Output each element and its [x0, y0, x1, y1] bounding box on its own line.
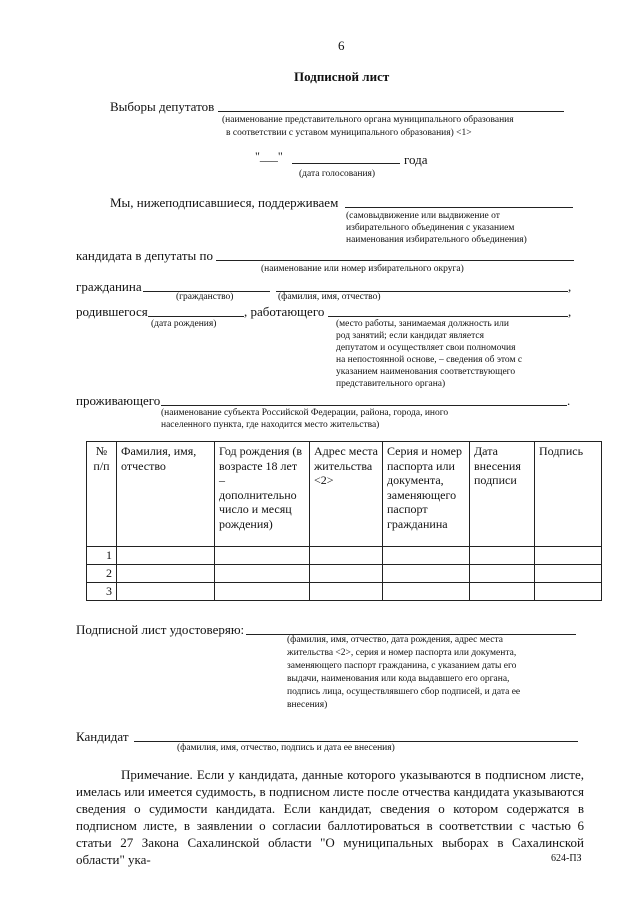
- support-field[interactable]: [345, 207, 573, 208]
- cell-birthyear[interactable]: [215, 565, 310, 583]
- born-comma: ,: [568, 304, 572, 319]
- certify-label: Подписной лист удостоверяю:: [76, 622, 245, 637]
- row-number: 2: [87, 565, 117, 583]
- citizen-comma: ,: [568, 279, 572, 294]
- certify-caption-6: внесения): [287, 700, 328, 710]
- cell-signature[interactable]: [535, 583, 602, 601]
- fullname-caption: (фамилия, имя, отчество): [278, 292, 381, 302]
- residence-period: .: [567, 393, 571, 408]
- certify-caption-4: выдачи, наименования или кода выдавшего его органа,: [287, 674, 510, 684]
- row-number: 1: [87, 547, 117, 565]
- support-caption-2: избирательного объединения с указанием: [346, 223, 515, 233]
- col-passport-header: Серия и номер паспорта или документа, заменяющего паспорт гражданина: [383, 442, 470, 547]
- candidate-district-label: кандидата в депутаты по: [76, 248, 213, 263]
- col-birthyear-header: Год рождения (в возрасте 18 лет – дополнительно число и месяц рождения): [215, 442, 310, 547]
- residence-field[interactable]: [161, 405, 567, 406]
- candidate-label: Кандидат: [76, 729, 129, 744]
- support-caption-1: (самовыдвижение или выдвижение от: [346, 211, 500, 221]
- table-header-row: [87, 442, 602, 547]
- cell-date[interactable]: [470, 583, 535, 601]
- citizenship-caption: (гражданство): [176, 292, 234, 302]
- table-row: [87, 565, 602, 583]
- cell-fullname[interactable]: [117, 547, 215, 565]
- work-caption-1: (место работы, занимаемая должность или: [336, 319, 509, 329]
- col-address-header: Адрес места жительства <2>: [310, 442, 383, 547]
- date-year-word: года: [404, 152, 428, 167]
- signatures-table: [86, 441, 602, 601]
- residence-caption-1: (наименование субъекта Российской Федерации, района, города, иного: [161, 408, 449, 418]
- note-paragraph: [76, 766, 584, 868]
- cell-address[interactable]: [310, 547, 383, 565]
- cell-passport[interactable]: [383, 583, 470, 601]
- col-fullname-header: Фамилия, имя, отчество: [117, 442, 215, 547]
- date-field[interactable]: [292, 163, 400, 164]
- cell-signature[interactable]: [535, 565, 602, 583]
- cell-date[interactable]: [470, 565, 535, 583]
- certify-caption-2: жительства <2>, серия и номер паспорта или документа,: [287, 648, 517, 658]
- elections-caption-2: в соответствии с уставом муниципального образования) <1>: [226, 128, 472, 138]
- work-caption-2: род занятий; если кандидат является: [336, 331, 484, 341]
- elections-field[interactable]: [218, 111, 564, 112]
- cell-signature[interactable]: [535, 547, 602, 565]
- cell-address[interactable]: [310, 565, 383, 583]
- candidate-caption: (фамилия, имя, отчество, подпись и дата ее внесения): [177, 743, 395, 753]
- cell-fullname[interactable]: [117, 565, 215, 583]
- col-signature-header: Подпись: [535, 442, 602, 547]
- work-caption-3: депутатом и осуществляет свои полномочия: [336, 343, 516, 353]
- cell-passport[interactable]: [383, 565, 470, 583]
- note-text: Примечание. Если у кандидата, данные которого указываются в подписном листе, имелась или имеется судимость, в подписном листе после отчества кандидата указываются сведения о судимости кандидата. Если кандидат, сведения о котором содержатся в подписном листе, в заявлении о согласии баллотироваться в соответствии с частью 6 статьи 27 Закона Сахалинской области "О муниципальных выборах в Сахалинской области" ука-: [76, 767, 584, 867]
- certify-caption-3: заменяющего паспорт гражданина, с указанием даты его: [287, 661, 517, 671]
- certify-caption-5: подпись лица, осуществлявшего сбор подписей, и дата ее: [287, 687, 521, 697]
- work-caption-5: указанием наименования соответствующего: [336, 367, 516, 377]
- residence-label: проживающего: [76, 393, 161, 408]
- born-label: родившегося: [76, 304, 148, 319]
- workplace-field[interactable]: [328, 316, 568, 317]
- birthdate-caption: (дата рождения): [151, 319, 217, 329]
- working-label: , работающего: [244, 304, 325, 319]
- birthdate-field[interactable]: [148, 316, 244, 317]
- table-row: [87, 583, 602, 601]
- support-caption-3: наименования избирательного объединения): [346, 235, 527, 245]
- cell-address[interactable]: [310, 583, 383, 601]
- residence-caption-2: населенного пункта, где находится место жительства): [161, 420, 380, 430]
- col-date-header: Дата внесения подписи: [470, 442, 535, 547]
- page-title: Подписной лист: [294, 69, 390, 84]
- support-label: Мы, нижеподписавшиеся, поддерживаем: [110, 195, 339, 210]
- citizen-label: гражданина: [76, 279, 142, 294]
- certify-caption-1: (фамилия, имя, отчество, дата рождения, адрес места: [287, 635, 503, 645]
- row-number: 3: [87, 583, 117, 601]
- date-caption: (дата голосования): [299, 169, 376, 179]
- cell-fullname[interactable]: [117, 583, 215, 601]
- cell-date[interactable]: [470, 547, 535, 565]
- cell-passport[interactable]: [383, 547, 470, 565]
- work-caption-6: представительного органа): [336, 379, 446, 389]
- table-row: [87, 547, 602, 565]
- cell-birthyear[interactable]: [215, 547, 310, 565]
- cell-birthyear[interactable]: [215, 583, 310, 601]
- elections-label: Выборы депутатов: [110, 99, 215, 114]
- work-caption-4: на непостоянной основе, – сведения об этом с: [336, 355, 523, 365]
- elections-caption-1: (наименование представительного органа муниципального образования: [222, 115, 514, 125]
- col-number-header: № п/п: [87, 442, 117, 547]
- date-quotes: "___": [255, 149, 283, 163]
- district-caption: (наименование или номер избирательного округа): [261, 264, 464, 274]
- page-number: 6: [338, 38, 345, 53]
- district-field[interactable]: [216, 260, 574, 261]
- footer-code: 624-ПЗ: [551, 853, 582, 864]
